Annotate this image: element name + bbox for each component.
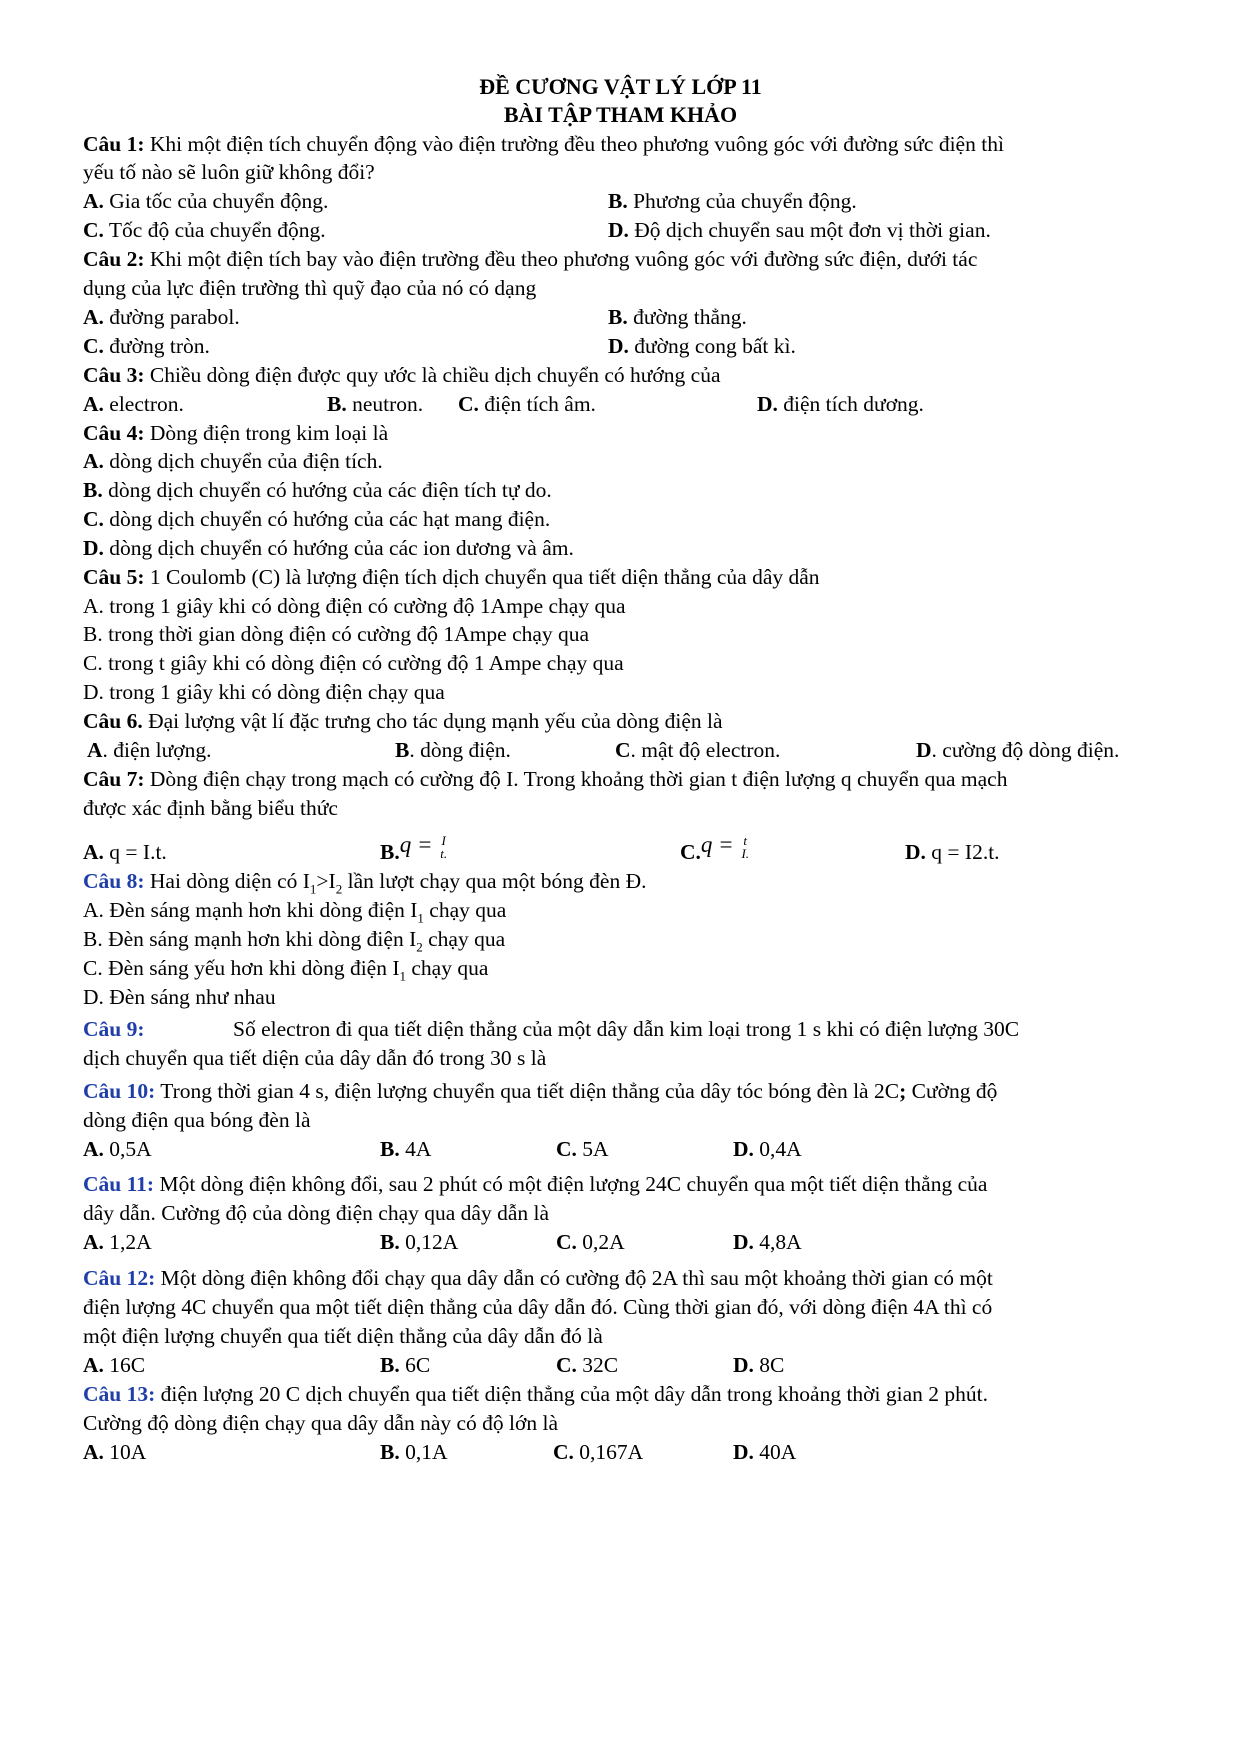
question-9-text: Số electron đi qua tiết diện thẳng của một dây dẫn kim loại trong 1 s khi có điện lượng 30C xyxy=(233,1017,1020,1041)
question-13-stem-cont: Cường độ dòng điện chạy qua dây dẫn này có độ lớn là xyxy=(83,1411,559,1435)
question-8-option-a: A. Đèn sáng mạnh hơn khi dòng điện $I_1$ chạy qua xyxy=(83,898,507,926)
question-12-option-d: D. 8C xyxy=(733,1353,785,1377)
question-6-option-d: D. cường độ dòng điện. xyxy=(916,738,1120,762)
question-5-option-d: D. trong 1 giây khi có dòng điện chạy qua xyxy=(83,680,445,704)
question-9-stem: Câu 9: xyxy=(83,1017,145,1041)
question-11-option-a: A. 1,2A xyxy=(83,1230,152,1254)
question-2-option-b: B. đường thẳng. xyxy=(608,305,747,329)
question-12-stem: Câu 12: Một dòng điện không đổi chạy qua dây dẫn có cường độ 2A thì sau một khoảng thời gian có một xyxy=(83,1266,993,1290)
question-3-option-c: C. điện tích âm. xyxy=(458,392,596,416)
question-13-option-c: C. 0,167A xyxy=(553,1440,644,1464)
question-10-stem: Câu 10: Trong thời gian 4 s, điện lượng chuyển qua tiết diện thẳng của dây tóc bóng đèn là 2C; Cường độ xyxy=(83,1079,998,1103)
question-4-option-c: C. dòng dịch chuyển có hướng của các hạt mang điện. xyxy=(83,507,551,531)
question-11-option-d: D. 4,8A xyxy=(733,1230,802,1254)
question-2-option-a: A. đường parabol. xyxy=(83,305,240,329)
question-7-option-c: C.q = t I. xyxy=(680,832,750,864)
question-11-stem: Câu 11: Một dòng điện không đổi, sau 2 phút có một điện lượng 24C chuyển qua một tiết diện thẳng của xyxy=(83,1172,988,1196)
question-12-option-b: B. 6C xyxy=(380,1353,431,1377)
question-7-option-b: B.q = I t. xyxy=(380,832,448,864)
question-7-stem: Câu 7: Dòng điện chạy trong mạch có cường độ I. Trong khoảng thời gian t điện lượng q chuyển qua mạch xyxy=(83,767,1008,791)
question-8-option-c: C. Đèn sáng yếu hơn khi dòng điện $I_1$ chạy qua xyxy=(83,956,489,984)
question-12-stem-cont: điện lượng 4C chuyển qua một tiết diện thẳng của dây dẫn đó. Cùng thời gian đó, với dòng điện 4A thì có xyxy=(83,1295,993,1319)
question-3-option-d: D. điện tích dương. xyxy=(757,392,924,416)
question-13-option-d: D. 40A xyxy=(733,1440,797,1464)
question-4-option-b: B. dòng dịch chuyển có hướng của các điện tích tự do. xyxy=(83,478,552,502)
question-11-option-c: C. 0,2A xyxy=(556,1230,625,1254)
question-11-option-b: B. 0,12A xyxy=(380,1230,459,1254)
question-1-stem: Câu 1: Khi một điện tích chuyển động vào điện trường đều theo phương vuông góc với đường sức điện thì xyxy=(83,132,1004,156)
question-3-stem: Câu 3: Chiều dòng điện được quy ước là chiều dịch chuyển có hướng của xyxy=(83,363,721,387)
question-13-option-b: B. 0,1A xyxy=(380,1440,448,1464)
question-12-option-c: C. 32C xyxy=(556,1353,619,1377)
question-8-option-d: D. Đèn sáng như nhau xyxy=(83,985,276,1009)
question-4-option-d: D. dòng dịch chuyển có hướng của các ion dương và âm. xyxy=(83,536,574,560)
question-12-stem-cont2: một điện lượng chuyển qua tiết diện thẳng của dây dẫn đó là xyxy=(83,1324,603,1348)
question-4-stem: Câu 4: Dòng điện trong kim loại là xyxy=(83,421,389,445)
question-2-stem-cont: dụng của lực điện trường thì quỹ đạo của nó có dạng xyxy=(83,276,537,300)
question-6-option-c: C. mật độ electron. xyxy=(615,738,781,762)
question-7-option-a: A. q = I.t. xyxy=(83,840,167,864)
question-10-stem-cont: dòng điện qua bóng đèn là xyxy=(83,1108,311,1132)
question-7-stem-cont: được xác định bằng biểu thức xyxy=(83,796,338,820)
question-10-option-c: C. 5A xyxy=(556,1137,609,1161)
question-10-option-b: B. 4A xyxy=(380,1137,432,1161)
question-2-stem: Câu 2: Khi một điện tích bay vào điện trường đều theo phương vuông góc với đường sức điện, dưới tác xyxy=(83,247,978,271)
question-1-option-d: D. Độ dịch chuyển sau một đơn vị thời gian. xyxy=(608,218,991,242)
question-1-option-a: A. Gia tốc của chuyển động. xyxy=(83,189,329,213)
question-8-option-b: B. Đèn sáng mạnh hơn khi dòng điện $I_2$ chạy qua xyxy=(83,927,506,955)
question-1-option-b: B. Phương của chuyển động. xyxy=(608,189,857,213)
question-3-option-a: A. electron. xyxy=(83,392,184,416)
question-2-option-c: C. đường tròn. xyxy=(83,334,210,358)
question-5-option-b: B. trong thời gian dòng điện có cường độ 1Ampe chạy qua xyxy=(83,622,590,646)
question-7-option-d: D. q = I2.t. xyxy=(905,840,1000,864)
question-11-stem-cont: dây dẫn. Cường độ của dòng điện chạy qua dây dẫn là xyxy=(83,1201,550,1225)
question-1-stem-cont: yếu tố nào sẽ luôn giữ không đổi? xyxy=(83,160,375,184)
question-2-option-d: D. đường cong bất kì. xyxy=(608,334,796,358)
document-title: ĐỀ CƯƠNG VẬT LÝ LỚP 11 xyxy=(479,74,762,99)
question-10-option-d: D. 0,4A xyxy=(733,1137,802,1161)
question-5-stem: Câu 5: 1 Coulomb (C) là lượng điện tích dịch chuyển qua tiết diện thẳng của dây dẫn xyxy=(83,565,820,589)
question-9-stem-cont: dịch chuyển qua tiết diện của dây dẫn đó trong 30 s là xyxy=(83,1046,547,1070)
document-subtitle: BÀI TẬP THAM KHẢO xyxy=(503,102,738,127)
question-6-stem: Câu 6. Đại lượng vật lí đặc trưng cho tác dụng mạnh yếu của dòng điện là xyxy=(83,709,723,733)
question-label: Câu 1: xyxy=(83,132,145,156)
question-6-option-a: A. điện lượng. xyxy=(87,738,212,762)
question-13-option-a: A. 10A xyxy=(83,1440,147,1464)
question-1-option-c: C. Tốc độ của chuyển động. xyxy=(83,218,326,242)
question-8-stem: Câu 8: Hai dòng diện có $I_1>I_2$ lần lượt chạy qua một bóng đèn Đ. xyxy=(83,869,647,897)
question-6-option-b: B. dòng điện. xyxy=(395,738,511,762)
question-3-option-b: B. neutron. xyxy=(327,392,424,416)
fraction: I t. xyxy=(440,833,448,862)
question-10-option-a: A. 0,5A xyxy=(83,1137,152,1161)
question-5-option-c: C. trong t giây khi có dòng điện có cường độ 1 Ampe chạy qua xyxy=(83,651,624,675)
question-12-option-a: A. 16C xyxy=(83,1353,146,1377)
fraction: t I. xyxy=(741,833,750,862)
question-5-option-a: A. trong 1 giây khi có dòng điện có cường độ 1Ampe chạy qua xyxy=(83,594,626,618)
question-13-stem: Câu 13: điện lượng 20 C dịch chuyển qua tiết diện thẳng của một dây dẫn trong khoảng thời gian 2 phút. xyxy=(83,1382,988,1406)
question-4-option-a: A. dòng dịch chuyển của điện tích. xyxy=(83,449,383,473)
